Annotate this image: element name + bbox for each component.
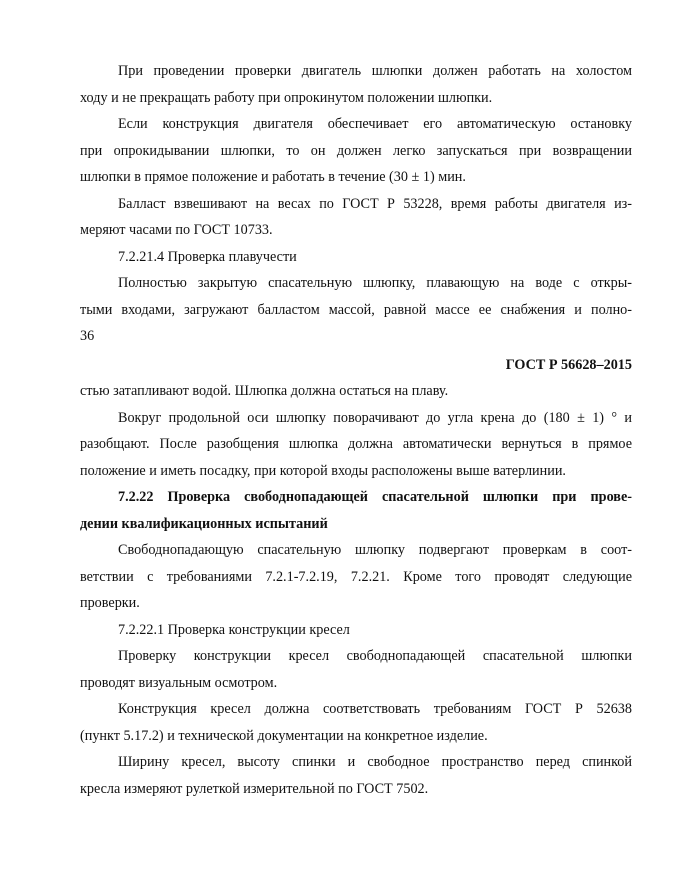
text-line: при опрокидывании шлюпки, то он должен легко запускаться при возвращении <box>80 142 632 159</box>
document-page <box>80 58 632 802</box>
paragraph-engine-restart <box>80 111 632 191</box>
paragraph-rotation <box>80 405 632 485</box>
text-line: тыми входами, загружают балластом массой, равной массе ее снабжения и полно- <box>80 301 632 318</box>
text-line: кресла измеряют рулеткой измерительной по ГОСТ 7502. <box>80 780 429 797</box>
page-number: 36 <box>80 328 95 344</box>
paragraph-ballast <box>80 191 632 244</box>
text-line: проверки. <box>80 595 140 611</box>
text-line: ветствии с требованиями 7.2.1-7.2.19, 7.2.21. Кроме того проводят следующие <box>80 568 632 585</box>
text-line: Вокруг продольной оси шлюпку поворачивают до угла крена до (180 ± 1) ° и <box>118 409 632 426</box>
text-line: шлюпки в прямое положение и работать в течение (30 ± 1) мин. <box>80 169 466 185</box>
text-line: ходу и не прекращать работу при опрокинутом положении шлюпки. <box>80 89 493 106</box>
text-line: разобщают. После разобщения шлюпка должна автоматически вернуться в прямое <box>80 436 632 452</box>
text-line: Полностью закрытую спасательную шлюпку, плавающую на воде с откры- <box>118 275 632 291</box>
text-line: (пункт 5.17.2) и технической документации на конкретное изделие. <box>80 727 488 744</box>
paragraph-freefall-checks <box>80 537 632 617</box>
section-heading-seats: 7.2.22.1 Проверка конструкции кресел <box>118 621 350 638</box>
text-line: Балласт взвешивают на весах по ГОСТ Р 53228, время работы двигателя из- <box>118 195 632 212</box>
document-code-header: ГОСТ Р 56628–2015 <box>505 356 632 373</box>
text-line: Проверку конструкции кресел свободнопадающей спасательной шлюпки <box>118 648 632 664</box>
text-line: Если конструкция двигателя обеспечивает его автоматическую остановку <box>118 116 632 132</box>
paragraph-seat-measurement <box>80 749 632 802</box>
text-line: Ширину кресел, высоту спинки и свободное пространство перед спинкой <box>118 754 632 770</box>
section-heading-buoyancy: 7.2.21.4 Проверка плавучести <box>118 248 297 265</box>
text-line: 7.2.22 Проверка свободнопадающей спасательной шлюпки при прове- <box>118 489 632 505</box>
section-heading-freefall <box>80 484 632 537</box>
text-line: дении квалификационных испытаний <box>80 515 328 532</box>
text-line: При проведении проверки двигатель шлюпки должен работать на холостом <box>118 63 632 79</box>
text-line: стью затапливают водой. Шлюпка должна остаться на плаву. <box>80 383 449 399</box>
paragraph-seat-requirements <box>80 696 632 749</box>
text-line: положение и иметь посадку, при которой входы расположены выше ватерлинии. <box>80 462 566 479</box>
paragraph-flooding <box>80 378 632 405</box>
text-line: проводят визуальным осмотром. <box>80 674 278 691</box>
text-line: Свободнопадающую спасательную шлюпку подвергают проверкам в соот- <box>118 542 632 558</box>
text-line: меряют часами по ГОСТ 10733. <box>80 222 273 238</box>
paragraph-seat-inspection <box>80 643 632 696</box>
text-line: Конструкция кресел должна соответствовать требованиям ГОСТ Р 52638 <box>118 701 632 717</box>
paragraph-buoyancy <box>80 270 632 323</box>
paragraph-engine-idle <box>80 58 632 111</box>
